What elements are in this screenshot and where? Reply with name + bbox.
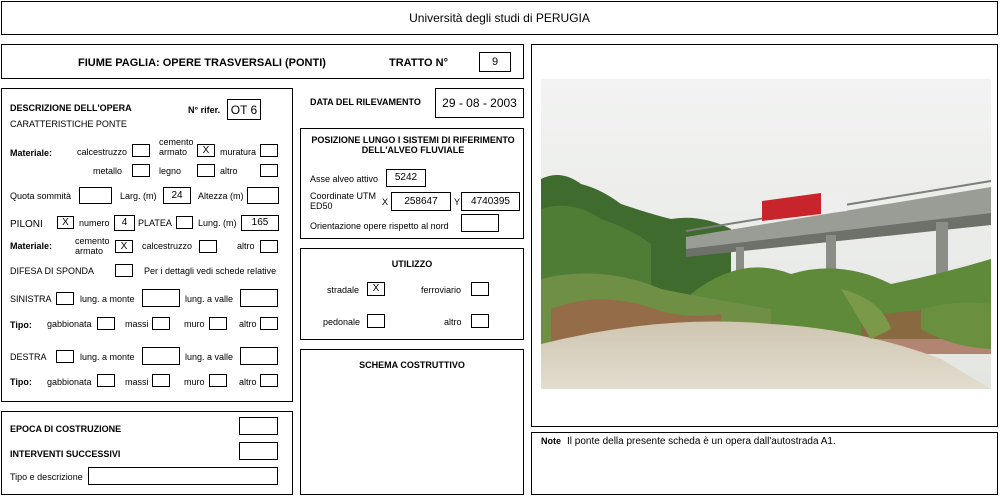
sinistra-muro-checkbox[interactable] (209, 317, 227, 330)
altro2-label: altro (237, 241, 255, 251)
pedonale-checkbox[interactable] (367, 314, 385, 328)
header-bar (1, 1, 998, 35)
quota-field[interactable] (79, 187, 112, 204)
altezza-field[interactable] (247, 187, 279, 204)
schema-panel (300, 349, 524, 495)
altro-checkbox[interactable] (260, 164, 278, 177)
descrizione-heading: DESCRIZIONE DELL'OPERA (10, 103, 132, 113)
destra-checkbox[interactable] (56, 350, 74, 363)
metallo-checkbox[interactable] (132, 164, 150, 177)
tipo-desc-label: Tipo e descrizione (10, 472, 83, 482)
page-title: FIUME PAGLIA: OPERE TRASVERSALI (PONTI) (78, 57, 326, 69)
utilizzo-panel (300, 248, 524, 340)
schema-heading: SCHEMA COSTRUTTIVO (359, 360, 465, 370)
piloni-checkbox[interactable]: X (57, 216, 74, 229)
numero-label: numero (79, 218, 110, 228)
destra-gabbionata-label: gabbionata (47, 377, 92, 387)
y-label: Y (454, 197, 461, 207)
epoca-panel (1, 411, 293, 495)
university-title: Università degli studi di PERUGIA (409, 11, 590, 25)
note-text: Il ponte della presente scheda è un opera dall'autostrada A1. (567, 436, 836, 447)
ferroviario-label: ferroviario (421, 285, 462, 295)
rif-field[interactable]: OT 6 (227, 99, 261, 120)
muratura-checkbox[interactable] (260, 144, 278, 157)
pedonale-label: pedonale (323, 317, 361, 327)
sinistra-label: SINISTRA (10, 294, 52, 304)
destra-lung-monte-label: lung. a monte (80, 352, 135, 362)
difesa-note: Per i dettagli vedi schede relative (144, 266, 277, 276)
lung-label: Lung. (m) (198, 218, 237, 228)
destra-muro-checkbox[interactable] (209, 374, 227, 387)
orient-label: Orientazione opere rispetto al nord (310, 221, 449, 231)
quota-label: Quota sommità (10, 191, 72, 201)
materiale-label: Materiale: (10, 148, 53, 158)
destra-lung-valle-field[interactable] (240, 347, 278, 365)
sinistra-gabbionata-label: gabbionata (47, 319, 92, 329)
sinistra-massi-label: massi (125, 319, 149, 329)
piloni-label: PILONI (10, 219, 43, 230)
altro-utilizzo-label: altro (444, 317, 462, 327)
x-label: X (382, 197, 389, 207)
sinistra-lung-monte-label: lung. a monte (80, 294, 135, 304)
platea-checkbox[interactable] (176, 216, 193, 229)
lung-field[interactable]: 165 (241, 215, 279, 231)
posizione-panel (300, 128, 524, 239)
note-label: Note (541, 436, 561, 446)
descrizione-panel (1, 88, 293, 402)
caratteristiche-subheading: CARATTERISTICHE PONTE (10, 119, 127, 129)
destra-gabbionata-checkbox[interactable] (97, 374, 115, 387)
title-bar (1, 44, 524, 79)
bridge-photo-image (541, 79, 991, 389)
stradale-checkbox[interactable]: X (367, 282, 385, 296)
asse-label: Asse alveo attivo (310, 174, 379, 184)
metallo-label: metallo (93, 166, 123, 176)
sinistra-lung-valle-field[interactable] (240, 289, 278, 307)
destra-altro-label: altro (239, 377, 257, 387)
rilevamento-field[interactable]: 29 - 08 - 2003 (435, 88, 524, 118)
note-panel (531, 432, 998, 495)
legno-checkbox[interactable] (197, 164, 215, 177)
cemento-armato-label: cemento armato (159, 137, 194, 157)
altro2-checkbox[interactable] (260, 240, 278, 253)
rilevamento-label: DATA DEL RILEVAMENTO (310, 97, 421, 107)
muratura-label: muratura (220, 147, 257, 157)
interventi-field[interactable] (239, 442, 278, 460)
larg-label: Larg. (m) (120, 191, 157, 201)
posizione-heading: POSIZIONE LUNGO I SISTEMI DI RIFERIMENTO DELL'ALVEO FLUVIALE (311, 135, 515, 155)
altro-label: altro (220, 166, 238, 176)
epoca-field[interactable] (239, 417, 278, 435)
destra-massi-checkbox[interactable] (152, 374, 170, 387)
tratto-field[interactable]: 9 (479, 52, 511, 72)
cemento-armato2-checkbox[interactable]: X (115, 240, 133, 253)
calcestruzzo2-checkbox[interactable] (199, 240, 217, 253)
difesa-label: DIFESA DI SPONDA (10, 266, 95, 276)
numero-field[interactable]: 4 (114, 215, 135, 231)
sinistra-muro-label: muro (184, 319, 205, 329)
larg-field[interactable]: 24 (163, 187, 191, 204)
photo-panel (531, 44, 998, 427)
interventi-label: INTERVENTI SUCCESSIVI (10, 449, 121, 459)
materiale2-label: Materiale: (10, 241, 53, 251)
cemento-armato2-label: cemento armato (75, 236, 110, 256)
altezza-label: Altezza (m) (198, 191, 244, 201)
cemento-armato-checkbox[interactable]: X (197, 144, 215, 157)
tipo-desc-field[interactable] (88, 467, 278, 485)
sinistra-lung-valle-label: lung. a valle (185, 294, 234, 304)
altro-utilizzo-checkbox[interactable] (471, 314, 489, 328)
ferroviario-checkbox[interactable] (471, 282, 489, 296)
difesa-checkbox[interactable] (115, 264, 133, 277)
y-field[interactable]: 4740395 (461, 192, 520, 211)
orient-field[interactable] (461, 214, 499, 232)
sinistra-gabbionata-checkbox[interactable] (97, 317, 115, 330)
destra-altro-checkbox[interactable] (260, 374, 278, 387)
destra-label: DESTRA (10, 352, 47, 362)
stradale-label: stradale (327, 285, 360, 295)
destra-lung-valle-label: lung. a valle (185, 352, 234, 362)
x-field[interactable]: 258647 (391, 192, 451, 211)
legno-label: legno (159, 166, 182, 176)
destra-tipo-label: Tipo: (10, 377, 32, 387)
calcestruzzo2-label: calcestruzzo (142, 241, 193, 251)
sinistra-checkbox[interactable] (56, 292, 74, 305)
sinistra-massi-checkbox[interactable] (152, 317, 170, 330)
calcestruzzo-checkbox[interactable] (132, 144, 150, 157)
bridge-photo (541, 79, 991, 389)
tratto-label: TRATTO N° (389, 57, 448, 69)
sinistra-tipo-label: Tipo: (10, 320, 32, 330)
platea-label: PLATEA (138, 218, 172, 228)
utilizzo-heading: UTILIZZO (391, 259, 433, 269)
sinistra-altro-label: altro (239, 319, 257, 329)
epoca-label: EPOCA DI COSTRUZIONE (10, 424, 122, 434)
sinistra-altro-checkbox[interactable] (260, 317, 278, 330)
destra-lung-monte-field[interactable] (142, 347, 180, 365)
calcestruzzo-label: calcestruzzo (77, 147, 128, 157)
coord-label: Coordinate UTM ED50 (310, 191, 377, 211)
destra-muro-label: muro (184, 377, 205, 387)
destra-massi-label: massi (125, 377, 149, 387)
rif-label: N° rifer. (188, 105, 221, 115)
sinistra-lung-monte-field[interactable] (142, 289, 180, 307)
asse-field[interactable]: 5242 (386, 169, 426, 187)
